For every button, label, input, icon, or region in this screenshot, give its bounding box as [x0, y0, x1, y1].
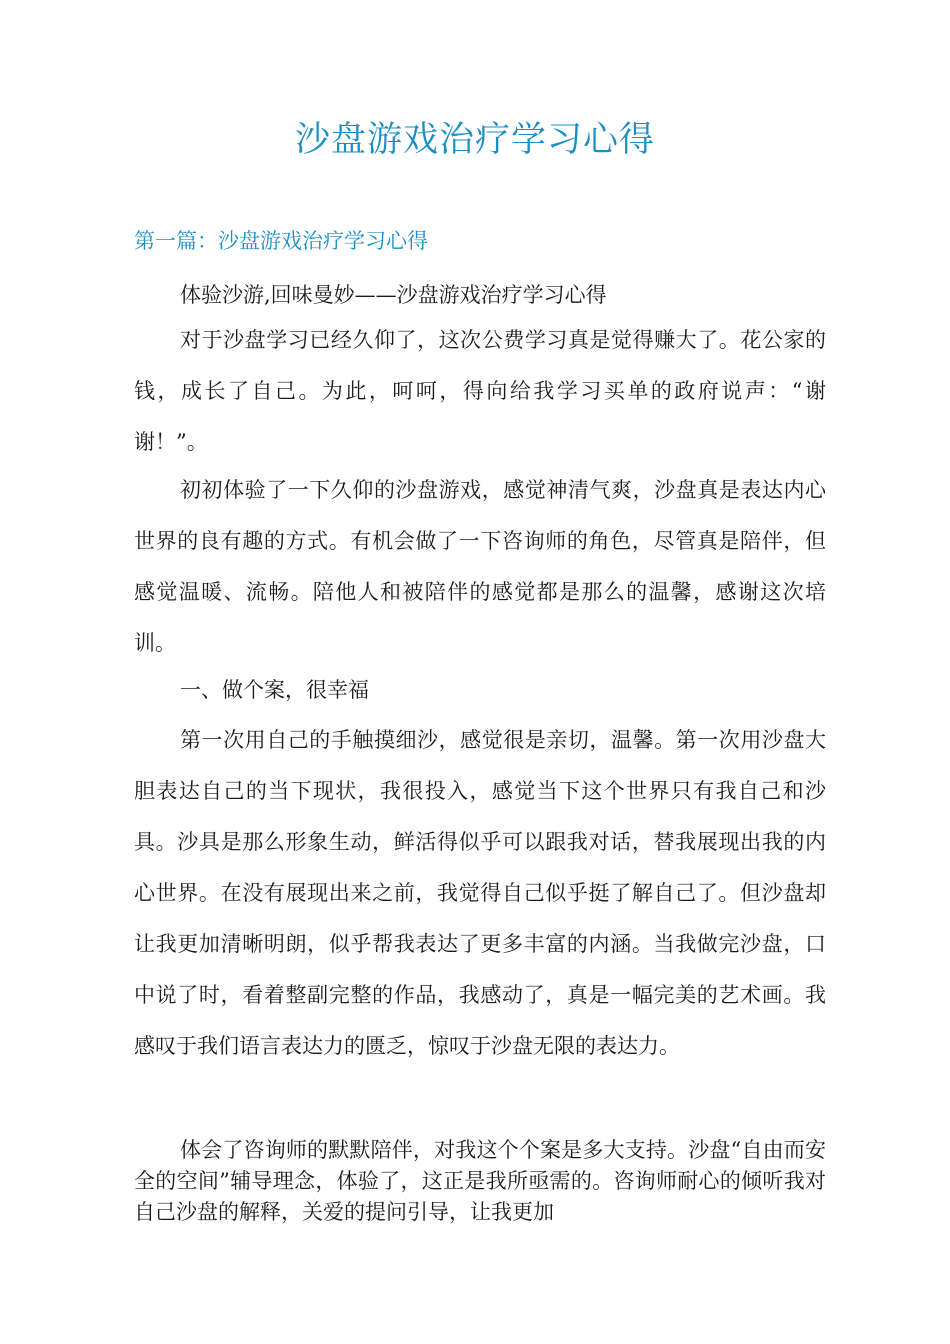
subtitle-paragraph: 体验沙游,回味曼妙——沙盘游戏治疗学习心得 [180, 283, 607, 307]
body-paragraph: 第一次用自己的手触摸细沙，感觉很是亲切，温馨。第一次用沙盘大胆表达自己的当下现状，我很投入，感觉当下这个世界只有我自己和沙具。沙具是那么形象生动，鲜活得似乎可以跟我对话，替我展现出我的内心世界。在没有展现出来之前，我觉得自己似乎挺了解自己了。但沙盘却让我更加清晰明朗，似乎帮我表达了更多丰富的内涵。当我做完沙盘，口中说了时，看着整副完整的作品，我感动了，真是一幅完美的艺术画。我感叹于我们语言表达力的匮乏，惊叹于沙盘无限的表达力。 [134, 728, 826, 1058]
body-paragraph: 初初体验了一下久仰的沙盘游戏，感觉神清气爽，沙盘真是表达内心世界的良有趣的方式。有机会做了一下咨询师的角色，尽管真是陪伴，但感觉温暖、流畅。陪他人和被陪伴的感觉都是那么的温馨，感谢这次培训。 [134, 478, 826, 655]
body-paragraph: 体会了咨询师的默默陪伴，对我这个个案是多大支持。沙盘“自由而安全的空间”辅导理念，体验了，这正是我所亟需的。咨询师耐心的倾听我对自己沙盘的解释，关爱的提问引导，让我更加 [134, 1138, 826, 1224]
section-subheading: 一、做个案，很幸福 [180, 678, 369, 702]
document-title: 沙盘游戏治疗学习心得 [294, 120, 655, 160]
section-heading: 第一篇：沙盘游戏治疗学习心得 [134, 229, 428, 253]
body-paragraph: 对于沙盘学习已经久仰了，这次公费学习真是觉得赚大了。花公家的钱，成长了自己。为此，呵呵，得向给我学习买单的政府说声：“谢谢！”。 [134, 328, 826, 454]
